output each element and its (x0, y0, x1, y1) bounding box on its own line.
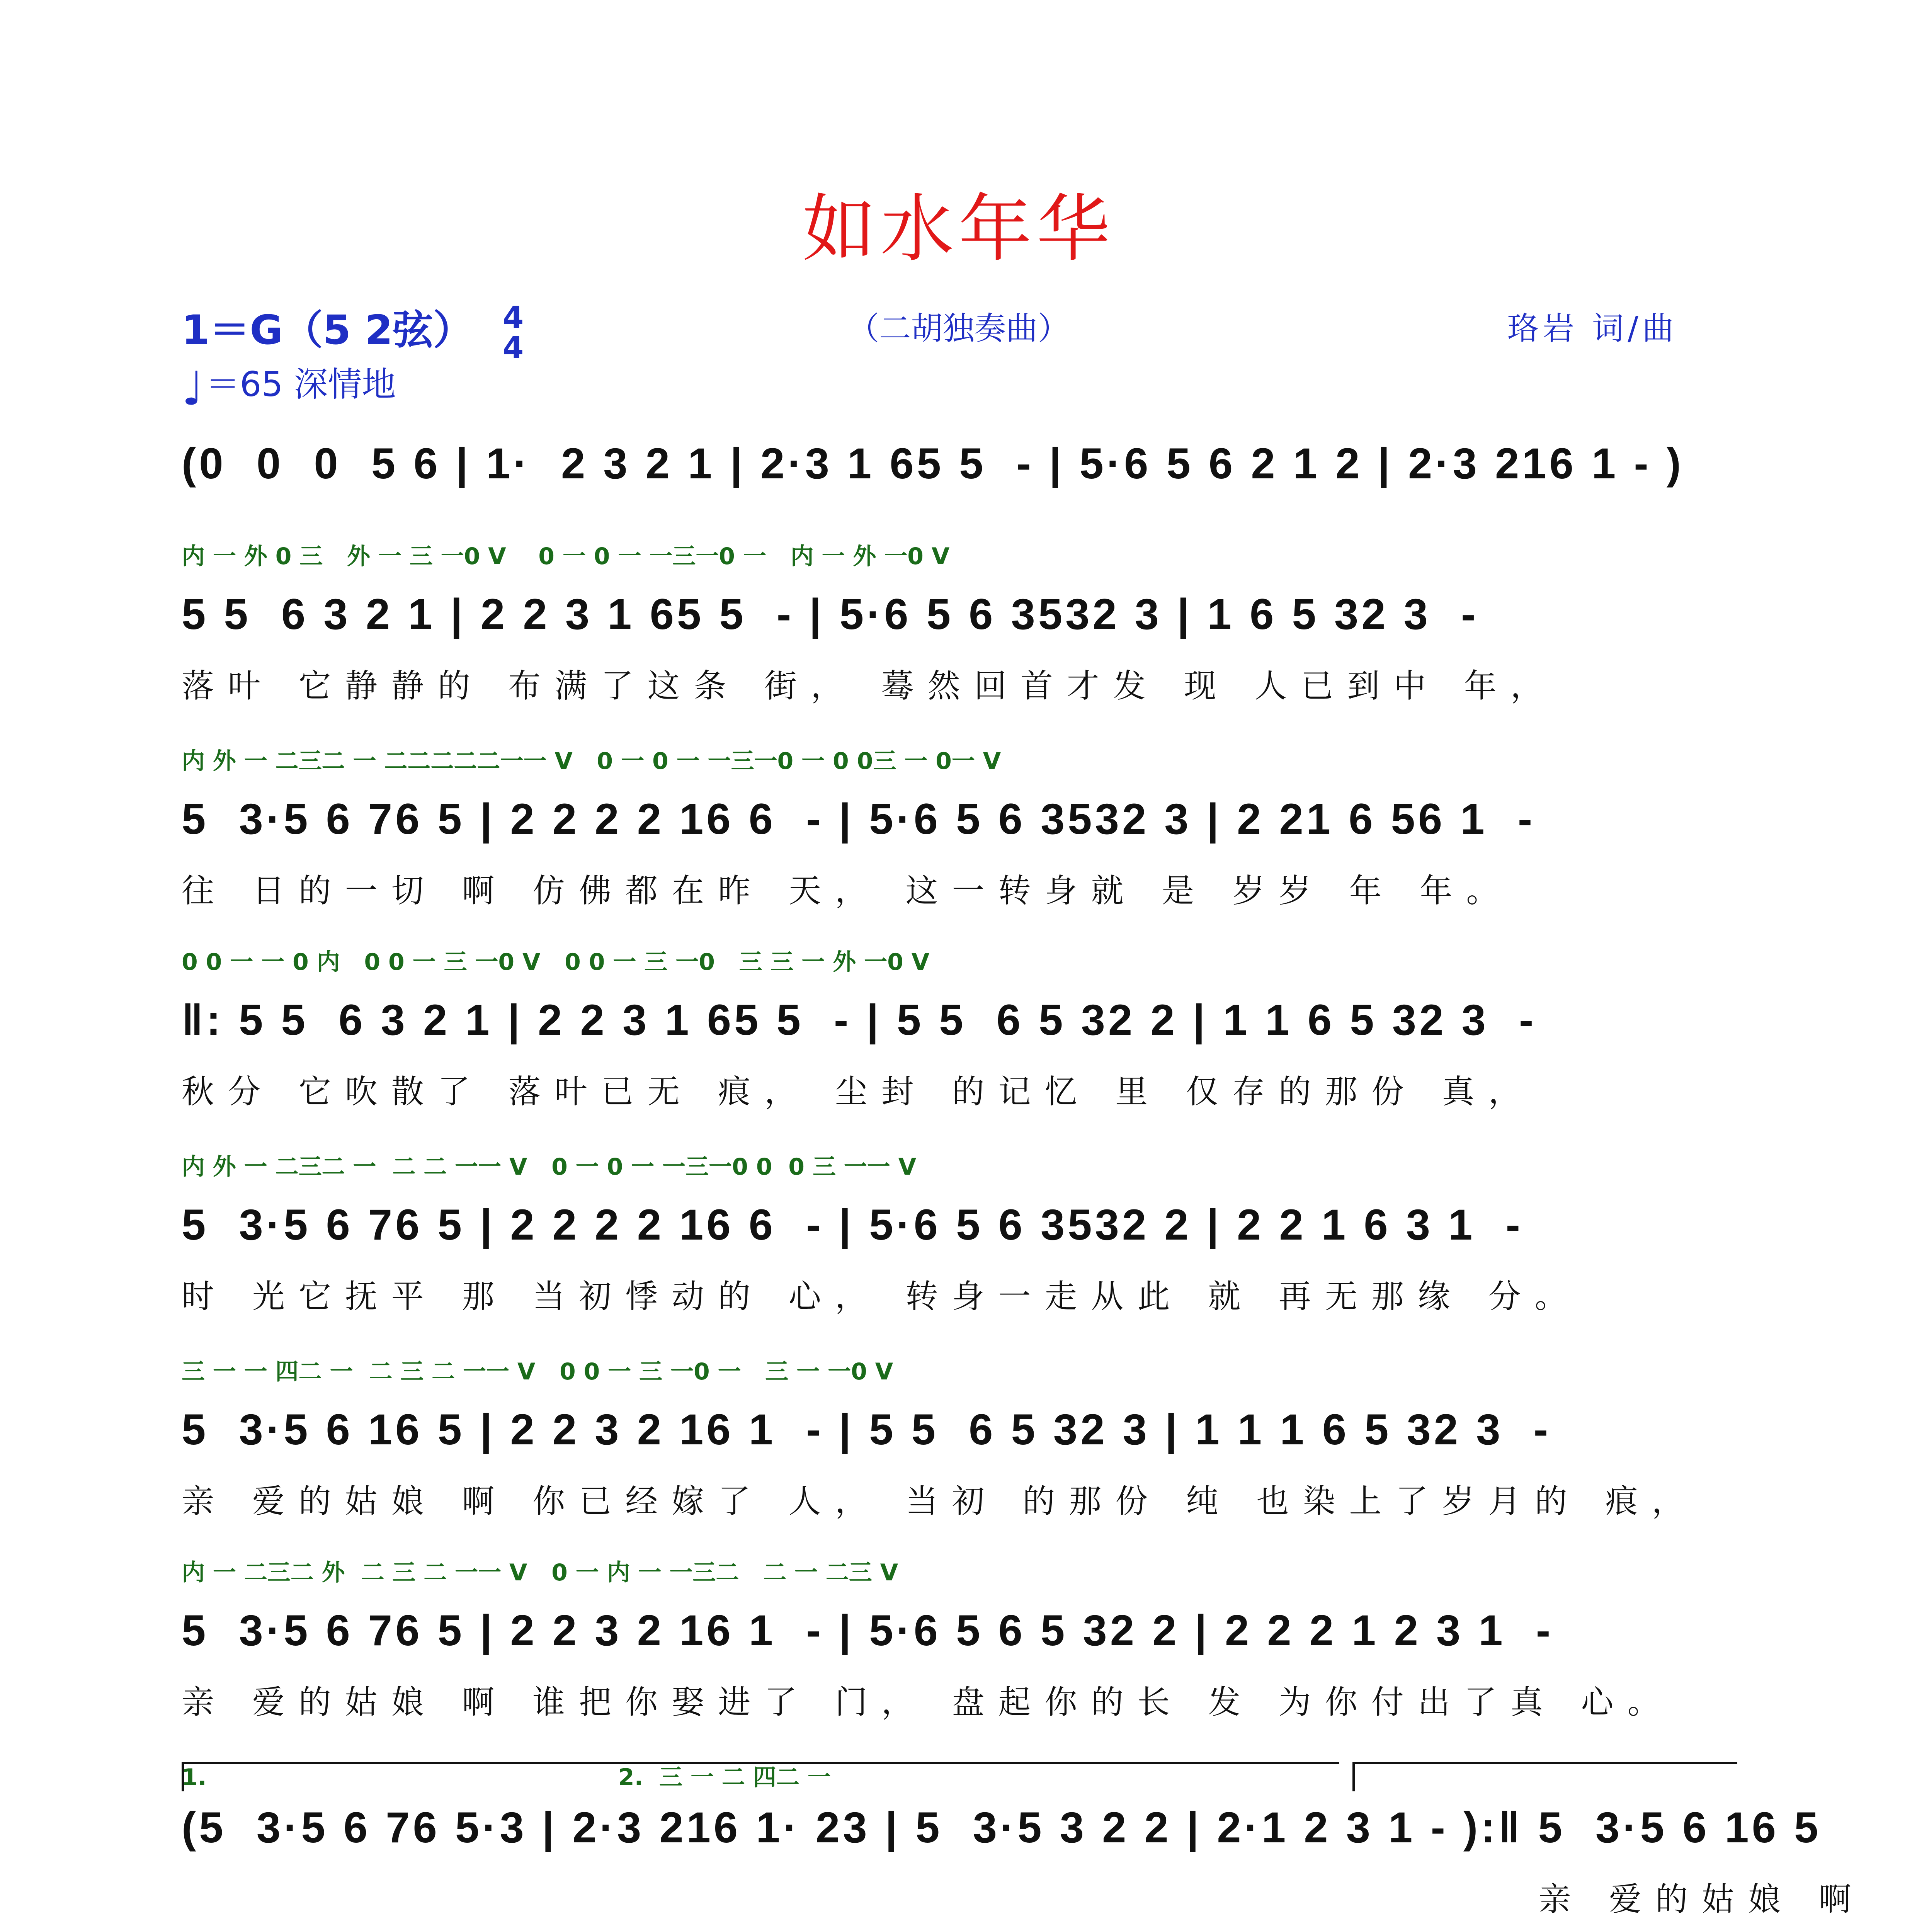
score-system: 5 3·5 6 76 5 | 2 2 2 2 16 6 - | 5·6 5 6 3532 2 | 2 2 1 6 3 1 - (182, 1201, 1523, 1249)
score-system: ‖: 5 5 6 3 2 1 | 2 2 3 1 65 5 - | 5 5 6 5 32 2 | 1 1 6 5 32 3 - (182, 996, 1537, 1044)
score-system: 5 3·5 6 16 5 | 2 2 3 2 16 1 - | 5 5 6 5 32 3 | 1 1 1 6 5 32 3 - (182, 1405, 1551, 1454)
lyrics-line: 亲 爱的姑娘 啊 (182, 1880, 1865, 1918)
lyrics-line: 亲 爱的姑娘 啊 你已经嫁了 人， 当初 的那份 纯 也染上了岁月的 痕， (182, 1482, 1698, 1520)
lyrics-line: 亲 爱的姑娘 啊 谁把你娶进了 门， 盘起你的长 发 为你付出了真 心。 (182, 1683, 1674, 1721)
time-top: 4 (502, 300, 524, 335)
time-bottom: 4 (502, 330, 524, 366)
subtitle: （二胡独奏曲） (847, 310, 1070, 347)
bowing-marks: 0 0 一 一 0 内 0 0 一 三 一0 V 0 0 一 三 一0 三 三 一 外 一0 V (182, 949, 930, 976)
tempo-marking (182, 357, 396, 416)
bowing-marks: 内 外 一 二三二 一 二 二 一一 V 0 一 0 一 一三一0 0 0 三 一一 V (182, 1153, 917, 1180)
lyrics-line: 秋分 它吹散了 落叶已无 痕， 尘封 的记忆 里 仅存的那份 真， (182, 1073, 1535, 1111)
lyrics-line: 时 光它抚平 那 当初悸动的 心， 转身一走从此 就 再无那缘 分。 (182, 1277, 1581, 1315)
lyrics-line: 落叶 它静静的 布满了这条 街， 蓦然回首才发 现 人已到中 年， (182, 667, 1557, 705)
score-system: (5 3·5 6 76 5·3 | 2·3 216 1· 23 | 5 3·5 3 2 2 | 2·1 2 3 1 - ):‖ 5 3·5 6 16 5 (182, 1803, 1822, 1852)
composer-credit: 珞岩 词/曲 (1507, 310, 1678, 347)
bowing-marks: 内 一 二三二 外 二 三 二 一一 V 0 一 内 一 一三二 二 一 二三 V (182, 1559, 898, 1586)
lyrics-line: 往 日的一切 啊 仿佛都在昨 天， 这一转身就 是 岁岁 年 年。 (182, 872, 1513, 910)
bowing-marks: 内 外 一 二三二 一 二二二二二一一 V 0 一 0 一 一三一0 一 0 0三 一 0一 V (182, 748, 1001, 775)
score-system: 5 5 6 3 2 1 | 2 2 3 1 65 5 - | 5·6 5 6 3532 3 | 1 6 5 32 3 - (182, 590, 1479, 638)
score-system-intro: (0 0 0 5 6 | 1· 2 3 2 1 | 2·3 1 65 5 - | 5·6 5 6 2 1 2 | 2·3 216 1 - ) (182, 439, 1684, 488)
score-system: 5 3·5 6 76 5 | 2 2 3 2 16 1 - | 5·6 5 6 5 32 2 | 2 2 2 1 2 3 1 - (182, 1606, 1554, 1655)
quarter-note-icon: ♩ (182, 362, 204, 416)
key-text: 1＝G（5 2弦） (182, 306, 473, 354)
page-title: 如水年华 (802, 186, 1115, 272)
bowing-marks: 内 一 外 0 三 外 一 三 一0 V 0 一 0 一 一三一0 一 内 一 外 一0 V (182, 543, 950, 570)
score-system: 5 3·5 6 76 5 | 2 2 2 2 16 6 - | 5·6 5 6 3532 3 | 2 21 6 56 1 - (182, 795, 1536, 843)
tempo-text: ＝65 深情地 (206, 364, 396, 404)
bowing-marks: 1. 2. 三 一 二 四二 一 (182, 1764, 831, 1791)
bowing-marks: 三 一 一 四二 一 二 三 二 一一 V 0 0 一 三 一0 一 三 一 一0 V (182, 1358, 893, 1385)
